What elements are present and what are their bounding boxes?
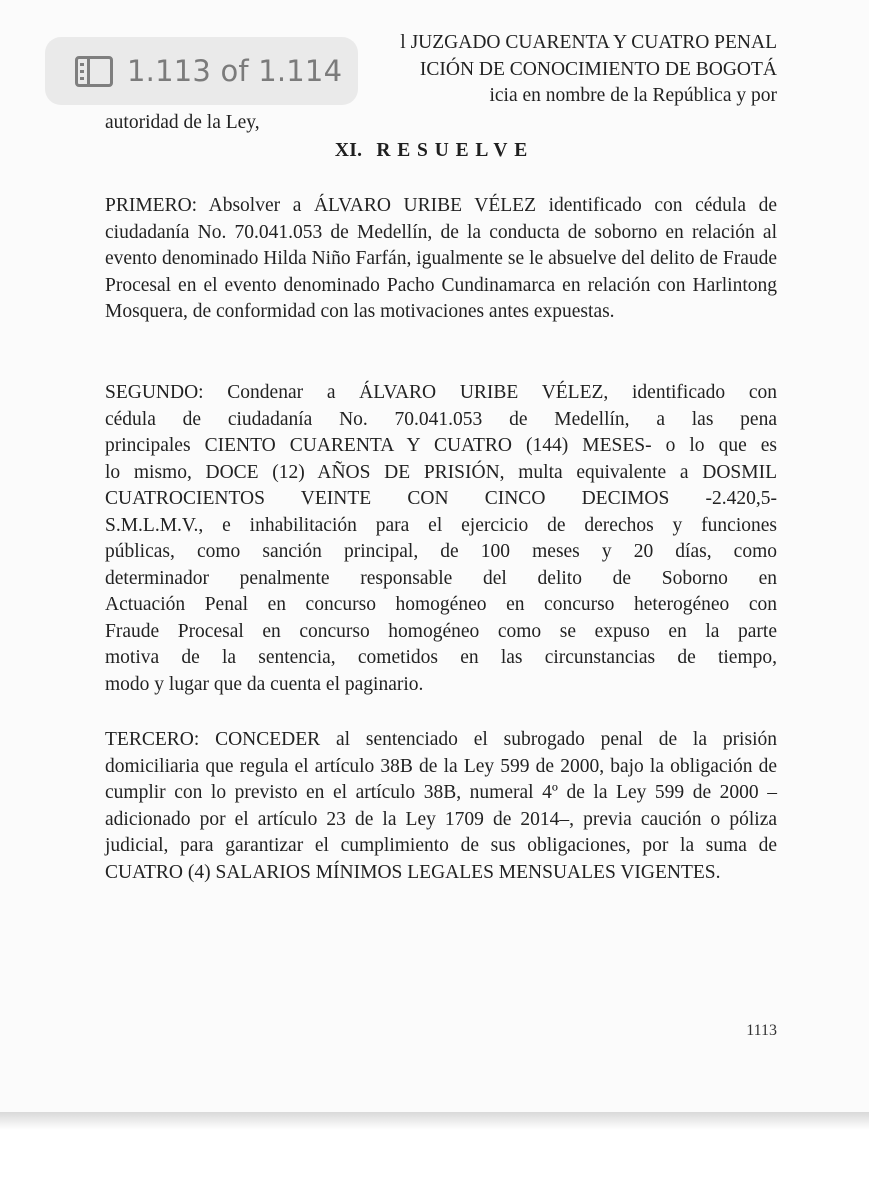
preamble-line-2: ICIÓN DE CONOCIMIENTO DE BOGOTÁ — [419, 58, 777, 80]
paragraph-segundo — [105, 380, 777, 698]
segundo-line: S.M.L.M.V., e inhabilitación para el ejercicio de derechos y funciones — [105, 514, 777, 536]
preamble-line-4: autoridad de la Ley, — [105, 111, 260, 133]
preamble-line-1: l JUZGADO CUARENTA Y CUATRO PENAL — [400, 32, 777, 53]
previous-line-remnant — [120, 0, 580, 4]
section-title: RESUELVE — [376, 140, 535, 161]
segundo-line: públicas, como sanción principal, de 100 meses y 20 días, como — [105, 541, 777, 562]
segundo-line: motiva de la sentencia, cometidos en las circunstancias de tiempo, — [105, 647, 777, 668]
sidebar-page-icon[interactable] — [75, 56, 113, 87]
page-counter-text: 1.113 of 1.114 — [127, 54, 343, 88]
section-heading — [0, 140, 869, 162]
segundo-line: CUATROCIENTOS VEINTE CON CINCO DECIMOS -2.420,5- — [105, 488, 777, 509]
segundo-line: principales CIENTO CUARENTA Y CUATRO (144) MESES- o lo que es — [105, 435, 777, 456]
segundo-line: SEGUNDO: Condenar a ÁLVARO URIBE VÉLEZ, identificado con — [105, 382, 777, 403]
paragraph-tercero: TERCERO: CONCEDER al sentenciado el subrogado penal de la prisión domiciliaria que regula el artículo 38B de la Ley 599 de 2000, bajo la obligación de cumplir con lo previsto en el artículo 38B, numeral 4º de la Ley 599 de 2000 –adicionado por el artículo 23 de la Ley 1709 de 2014–, previa caución o póliza judicial, para garantizar el cumplimiento de sus obligaciones, por la suma de CUATRO (4) SALARIOS MÍNIMOS LEGALES MENSUALES VIGENTES. — [105, 729, 777, 883]
preamble-line-3: icia en nombre de la República y por — [489, 85, 777, 106]
page-edge-shadow — [0, 1112, 869, 1130]
segundo-line: lo mismo, DOCE (12) AÑOS DE PRISIÓN, multa equivalente a DOSMIL — [105, 461, 777, 483]
segundo-line: determinador penalmente responsable del delito de Soborno en — [105, 567, 777, 589]
page-counter-overlay[interactable] — [45, 37, 358, 105]
segundo-line: Fraude Procesal en concurso homogéneo como se expuso en la parte — [105, 620, 777, 642]
section-number: XI. — [334, 140, 363, 161]
segundo-line: Actuación Penal en concurso homogéneo en concurso heterogéneo con — [105, 594, 777, 615]
page-number: 1113 — [746, 1022, 777, 1039]
segundo-line: cédula de ciudadanía No. 70.041.053 de Medellín, a las pena — [105, 408, 777, 430]
paragraph-primero: PRIMERO: Absolver a ÁLVARO URIBE VÉLEZ identificado con cédula de ciudadanía No. 70.041.053 de Medellín, de la conducta de soborno en relación al evento denominado Hilda Niño Farfán, igualmente se le absuelve del delito de Fraude Procesal en el evento denominado Pacho Cundinamarca en relación con Harlintong Mosquera, de conformidad con las motivaciones antes expuestas. — [105, 195, 777, 322]
segundo-line: modo y lugar que da cuenta el paginario. — [105, 673, 424, 695]
